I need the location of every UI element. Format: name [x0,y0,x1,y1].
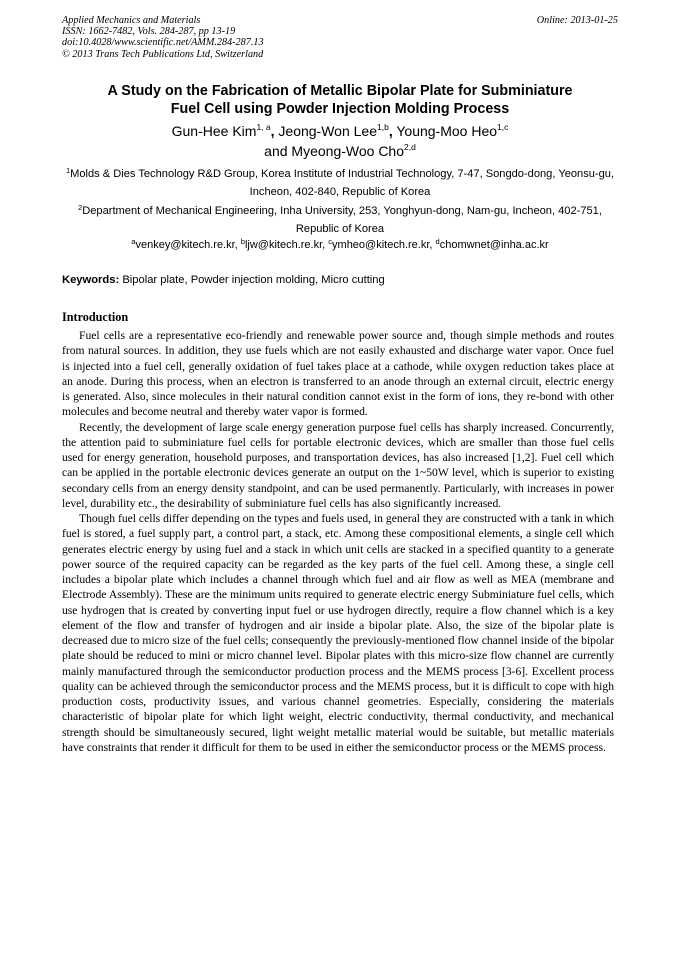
affiliation-text: Department of Mechanical Engineering, Inha University, 253, Yonghyun-dong, Nam-gu, Incheon, 402-751, Republic of Korea [82,205,602,235]
authors-line-2 [62,142,618,162]
keywords-label: Keywords: [62,274,120,286]
keywords-text: Bipolar plate, Powder injection molding, Micro cutting [122,274,385,286]
author-name: Myeong-Woo Cho [291,143,404,159]
section-heading-introduction: Introduction [62,310,129,324]
journal-header [62,15,618,60]
author-name: Gun-Hee Kim [171,123,257,139]
author-separator: , [270,123,275,139]
journal-name: Applied Mechanics and Materials [62,15,201,26]
paper-title [62,82,618,118]
author-affil-sup: 1, a [256,122,271,132]
paragraph-1: Fuel cells are a representative eco-friendly and renewable power source and, though simple methods and routes from natural sources. In addition, they use fuels which are not easily exhausted and discharge water vapor. Once fuel is injected into a fuel cell, generally oxidation of fuel takes place at a cathode, while oxygen reduction takes place at an anode. During this process, when an electron is transferred to an anode through an external circuit, electric energy is generated. Also, since molecules in their natural condition cannot exist in the form of ions, they re-bond with other molecules and become neutral and thereby water vapor is formed. [62,329,614,419]
email-sup: c [328,237,333,246]
email-sup: a [131,237,136,246]
email-link[interactable]: venkey@kitech.re.kr, [135,239,238,251]
doi-line: doi:10.4028/www.scientific.net/AMM.284-287.13 [62,37,264,49]
affiliation-1 [62,166,618,200]
email-link[interactable]: ymheo@kitech.re.kr, [332,239,433,251]
title-line-1: A Study on the Fabrication of Metallic Bipolar Plate for Subminiature [107,83,573,99]
author-separator: , [388,123,393,139]
authors-line-1 [62,122,618,142]
author-affil-sup: 1,c [497,122,509,132]
author-name: Jeong-Won Lee [278,123,377,139]
author-affil-sup: 2,d [404,142,416,152]
author-name: Young-Moo Heo [396,123,498,139]
email-link[interactable]: chomwnet@inha.ac.kr [439,239,549,251]
affiliation-sup: 2 [78,203,83,212]
copyright-line: © 2013 Trans Tech Publications Ltd, Switzerland [62,48,264,60]
email-link[interactable]: ljw@kitech.re.kr, [244,239,326,251]
author-emails [62,238,618,253]
paragraph-2: Recently, the development of large scale energy generation purpose fuel cells has sharply increased. Concurrently, the attention paid to subminiature fuel cells for portable electronic devices, which are smaller than those fuel cells used for energy generation, household purposes, and transportation devices, has also increased [1,2]. Fuel cell which can be applied in the portable electronic devices generate an output on the 1~50W level, which is superior to existing secondary cells from an energy density standpoint, and can be used permanently. Particularly, with increases in power level, durability etc., the desirability of subminiature fuel cells has also significantly increased. [62,420,614,510]
issn-line: ISSN: 1662-7482, Vols. 284-287, pp 13-19 [62,26,236,38]
author-conjunction: and [264,143,288,159]
title-line-2: Fuel Cell using Powder Injection Molding Process [170,101,510,117]
author-affil-sup: 1,b [377,122,389,132]
affiliation-2 [62,203,618,237]
online-date: Online: 2013-01-25 [536,15,618,26]
email-sup: b [240,237,245,246]
body-text [62,328,614,755]
affiliation-sup: 1 [65,166,71,175]
email-sup: d [435,237,440,246]
affiliation-text: Molds & Dies Technology R&D Group, Korea Institute of Industrial Technology, 7-47, Songdo-dong, Yeonsu-gu, Incheon, 402-840, Republic of Korea [70,168,615,198]
author-list [62,122,618,162]
keywords [62,273,618,288]
paragraph-3: Though fuel cells differ depending on the types and fuels used, in general they are constructed with a tank in which fuel is stored, a fuel supply part, a control part, a stack, etc. Among these compositional elements, a single cell which generates electric energy by using fuel and a stack in which unit cells are stacked in a specified quantity to a generate power source of the required capacity can be regarded as the key parts of the fuel cell. Among these, a single cell includes a bipolar plate which includes a channel through which fuel and air flow as well as MEA (membrane and Electrode Assembly). These are the minimum units required to generate electric energy Subminiature fuel cells, which use hydrogen that is created by converting input fuel or use hydrogen directly, require a flow channel which is a key element of the flow and transfer of hydrogen and air inside a bipolar plate. Also, the size of the bipolar plate is decreased due to micro size of the fuel cells; consequently the previously-mentioned flow channel inside of the bipolar plate should be reduced to mini or micro channel level. Bipolar plates with this micro-size flow channel are currently mainly manufactured through the semiconductor production process and the MEMS process [3-6]. Excellent process quality can be achieved through the semiconductor process and the MEMS process, but it is difficult to cope with high production costs, productivity issues, and various channel geometries. Especially, considering the materials characteristic of bipolar plate for which light weight, electric conductivity, thermal conductivity, and mechanical strength should be simultaneously secured, light weight metallic material would be suitable, but metallic materials have constraints that render it difficult for them to be used in either the semiconductor process or the MEMS process. [62,512,614,754]
